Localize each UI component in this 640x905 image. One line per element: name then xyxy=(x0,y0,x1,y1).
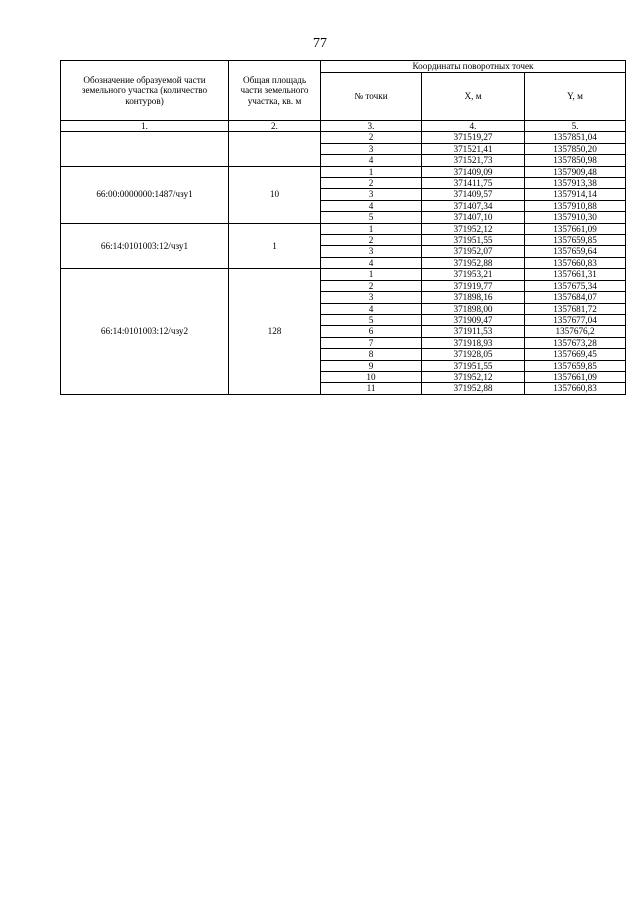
column-number: 1. xyxy=(61,121,229,132)
point-number: 10 xyxy=(321,371,422,382)
y-coordinate: 1357910,30 xyxy=(525,212,626,223)
header-x: X, м xyxy=(422,73,525,121)
parcel-designation: 66:14:0101003:12/чзу2 xyxy=(61,269,229,394)
y-coordinate: 1357661,09 xyxy=(525,371,626,382)
table-row xyxy=(61,269,626,280)
parcel-designation xyxy=(61,132,229,166)
header-designation: Обозначение образуемой части земельного участка (количество контуров) xyxy=(61,61,229,121)
y-coordinate: 1357850,20 xyxy=(525,143,626,154)
x-coordinate: 371951,55 xyxy=(422,360,525,371)
x-coordinate: 371953,21 xyxy=(422,269,525,280)
x-coordinate: 371409,57 xyxy=(422,189,525,200)
x-coordinate: 371411,75 xyxy=(422,178,525,189)
y-coordinate: 1357850,98 xyxy=(525,155,626,166)
page-number: 77 xyxy=(313,36,327,51)
point-number: 2 xyxy=(321,280,422,291)
table-row xyxy=(61,132,626,143)
column-number: 4. xyxy=(422,121,525,132)
y-coordinate: 1357669,45 xyxy=(525,349,626,360)
x-coordinate: 371952,88 xyxy=(422,383,525,394)
y-coordinate: 1357659,85 xyxy=(525,235,626,246)
parcel-area: 1 xyxy=(229,223,321,269)
x-coordinate: 371519,27 xyxy=(422,132,525,143)
x-coordinate: 371909,47 xyxy=(422,314,525,325)
header-area: Общая площадь части земельного участка, кв. м xyxy=(229,61,321,121)
x-coordinate: 371407,34 xyxy=(422,200,525,211)
point-number: 3 xyxy=(321,143,422,154)
point-number: 6 xyxy=(321,326,422,337)
point-number: 9 xyxy=(321,360,422,371)
y-coordinate: 1357851,04 xyxy=(525,132,626,143)
point-number: 5 xyxy=(321,314,422,325)
y-coordinate: 1357914,14 xyxy=(525,189,626,200)
point-number: 2 xyxy=(321,132,422,143)
x-coordinate: 371898,00 xyxy=(422,303,525,314)
y-coordinate: 1357910,88 xyxy=(525,200,626,211)
coordinates-table xyxy=(60,60,626,395)
y-coordinate: 1357661,31 xyxy=(525,269,626,280)
point-number: 2 xyxy=(321,178,422,189)
point-number: 1 xyxy=(321,223,422,234)
point-number: 11 xyxy=(321,383,422,394)
x-coordinate: 371521,73 xyxy=(422,155,525,166)
x-coordinate: 371952,07 xyxy=(422,246,525,257)
column-number: 3. xyxy=(321,121,422,132)
y-coordinate: 1357681,72 xyxy=(525,303,626,314)
parcel-area: 128 xyxy=(229,269,321,394)
table-row xyxy=(61,223,626,234)
y-coordinate: 1357673,28 xyxy=(525,337,626,348)
x-coordinate: 371928,05 xyxy=(422,349,525,360)
point-number: 4 xyxy=(321,200,422,211)
header-y: Y, м xyxy=(525,73,626,121)
column-numbers-row xyxy=(61,121,626,132)
parcel-designation: 66:14:0101003:12/чзу1 xyxy=(61,223,229,269)
point-number: 5 xyxy=(321,212,422,223)
point-number: 2 xyxy=(321,235,422,246)
y-coordinate: 1357677,04 xyxy=(525,314,626,325)
x-coordinate: 371911,53 xyxy=(422,326,525,337)
y-coordinate: 1357684,07 xyxy=(525,292,626,303)
y-coordinate: 1357676,2 xyxy=(525,326,626,337)
point-number: 4 xyxy=(321,155,422,166)
point-number: 4 xyxy=(321,303,422,314)
y-coordinate: 1357909,48 xyxy=(525,166,626,177)
column-number: 5. xyxy=(525,121,626,132)
y-coordinate: 1357660,83 xyxy=(525,257,626,268)
y-coordinate: 1357659,85 xyxy=(525,360,626,371)
x-coordinate: 371918,93 xyxy=(422,337,525,348)
y-coordinate: 1357660,83 xyxy=(525,383,626,394)
x-coordinate: 371409,09 xyxy=(422,166,525,177)
y-coordinate: 1357675,34 xyxy=(525,280,626,291)
x-coordinate: 371919,77 xyxy=(422,280,525,291)
point-number: 8 xyxy=(321,349,422,360)
point-number: 3 xyxy=(321,189,422,200)
x-coordinate: 371952,12 xyxy=(422,223,525,234)
point-number: 7 xyxy=(321,337,422,348)
y-coordinate: 1357659,64 xyxy=(525,246,626,257)
header-coords-group: Координаты поворотных точек xyxy=(321,61,626,73)
parcel-area xyxy=(229,132,321,166)
x-coordinate: 371898,16 xyxy=(422,292,525,303)
y-coordinate: 1357661,09 xyxy=(525,223,626,234)
point-number: 4 xyxy=(321,257,422,268)
x-coordinate: 371951,55 xyxy=(422,235,525,246)
column-number: 2. xyxy=(229,121,321,132)
point-number: 3 xyxy=(321,292,422,303)
y-coordinate: 1357913,38 xyxy=(525,178,626,189)
header-point-no: № точки xyxy=(321,73,422,121)
x-coordinate: 371952,12 xyxy=(422,371,525,382)
point-number: 1 xyxy=(321,166,422,177)
point-number: 1 xyxy=(321,269,422,280)
point-number: 3 xyxy=(321,246,422,257)
x-coordinate: 371521,41 xyxy=(422,143,525,154)
parcel-area: 10 xyxy=(229,166,321,223)
table-row xyxy=(61,166,626,177)
x-coordinate: 371407,10 xyxy=(422,212,525,223)
x-coordinate: 371952,88 xyxy=(422,257,525,268)
parcel-designation: 66:00:0000000:1487/чзу1 xyxy=(61,166,229,223)
